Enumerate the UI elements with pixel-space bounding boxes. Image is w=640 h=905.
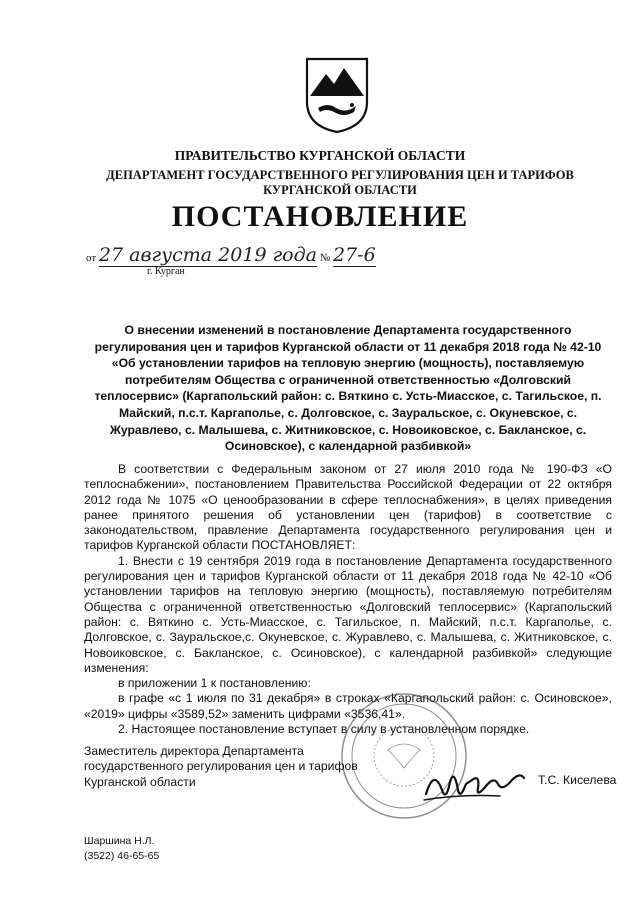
- government-name: ПРАВИТЕЛЬСТВО КУРГАНСКОЙ ОБЛАСТИ: [174, 148, 466, 163]
- document-subject: О внесении изменений в постановление Департамента государственного регулирования цен и тарифов Курганской области от 11 декабря 2018 года № 42-10 «Об установлении тарифов на тепловую энергию (мощность), поставляемую потребителям Общества с ограниченной ответственностью «Долговский теплосервис» (Каргапольский район: с. Вяткино с. Усть-Миасское, с. Тагильское, п. Майский, п.с.т. Каргаполье, с. Долговское, с. Зауральское, с. Окуневское, с. Журавлево, с. Малышева, с. Житниковское, с. Новоиковское, с. Бакланское, с. Осиновское), с календарной разбивкой»: [94, 323, 602, 454]
- body-paragraph-item-2: 2. Настоящее постановление вступает в силу в установленном порядке.: [118, 722, 530, 737]
- department-name: ДЕПАРТАМЕНТ ГОСУДАРСТВЕННОГО РЕГУЛИРОВАНИЯ ЦЕН И ТАРИФОВ КУРГАНСКОЙ ОБЛАСТИ: [106, 168, 574, 197]
- signatory-position-line-2: государственного регулирования цен и тарифов: [84, 759, 358, 774]
- executor-name: Шаршина Н.Л.: [84, 835, 155, 847]
- dateline: [86, 244, 376, 267]
- body-paragraph-preamble: В соответствии с Федеральным законом от 27 июля 2010 года № 190-ФЗ «О теплоснабжении», постановлением Правительства Российской Федерации от 22 октября 2012 года № 1075 «О ценообразовании в сфере теплоснабжения», в целях приведения ранее принятого решения об установлении цен (тарифов) в соответствие с законодательством, правление Департамента государственного регулирования цен и тарифов Курганской области ПОСТАНОВЛЯЕТ:: [84, 462, 612, 553]
- document-date: 27 августа 2019 года: [98, 244, 317, 266]
- executor-phone: (3522) 46-65-65: [84, 850, 160, 862]
- date-prefix: от: [86, 252, 97, 264]
- body-paragraph-change: в графе «с 1 июля по 31 декабря» в строках «Каргапольский район: с. Осиновское», «2019» цифры «3589,52» заменить цифрами «3536,41».: [84, 691, 612, 721]
- signatory-position-line-1: Заместитель директора Департамента: [84, 744, 304, 758]
- coat-of-arms-icon: [304, 56, 370, 134]
- document-number: 27-6: [332, 244, 376, 266]
- body-paragraph-item-1: 1. Внести с 19 сентября 2019 года в постановление Департамента государственного регулирования цен и тарифов Курганской области от 11 декабря 2018 года № 42-10 «Об установлении тарифов на тепловую энергию (мощность), поставляемую потребителям Общества с ограниченной ответственностью «Долговский теплосервис» (Каргапольский район: с. Вяткино с. Усть-Миасское, с. Тагильское, п. Майский, п.с.т. Каргаполье, с. Долговское, с. Зауральское,с. Окуневское, с. Журавлево, с. Малышева, с. Житниковское, с. Новоиковское, с. Бакланское, с. Осиновское), с календарной разбивкой» следующие изменения:: [84, 553, 612, 675]
- number-sign: №: [319, 252, 331, 264]
- signatory-name: Т.С. Киселева: [538, 773, 617, 787]
- signatory-position: [84, 744, 358, 790]
- handwritten-signature: [420, 760, 532, 812]
- document-type: ПОСТАНОВЛЕНИЕ: [171, 200, 469, 233]
- body-paragraph-annex: в приложении 1 к постановлению:: [118, 676, 311, 691]
- signatory-position-line-3: Курганской области: [84, 774, 196, 789]
- executor-info: [84, 834, 159, 864]
- document-city: г. Курган: [147, 266, 185, 277]
